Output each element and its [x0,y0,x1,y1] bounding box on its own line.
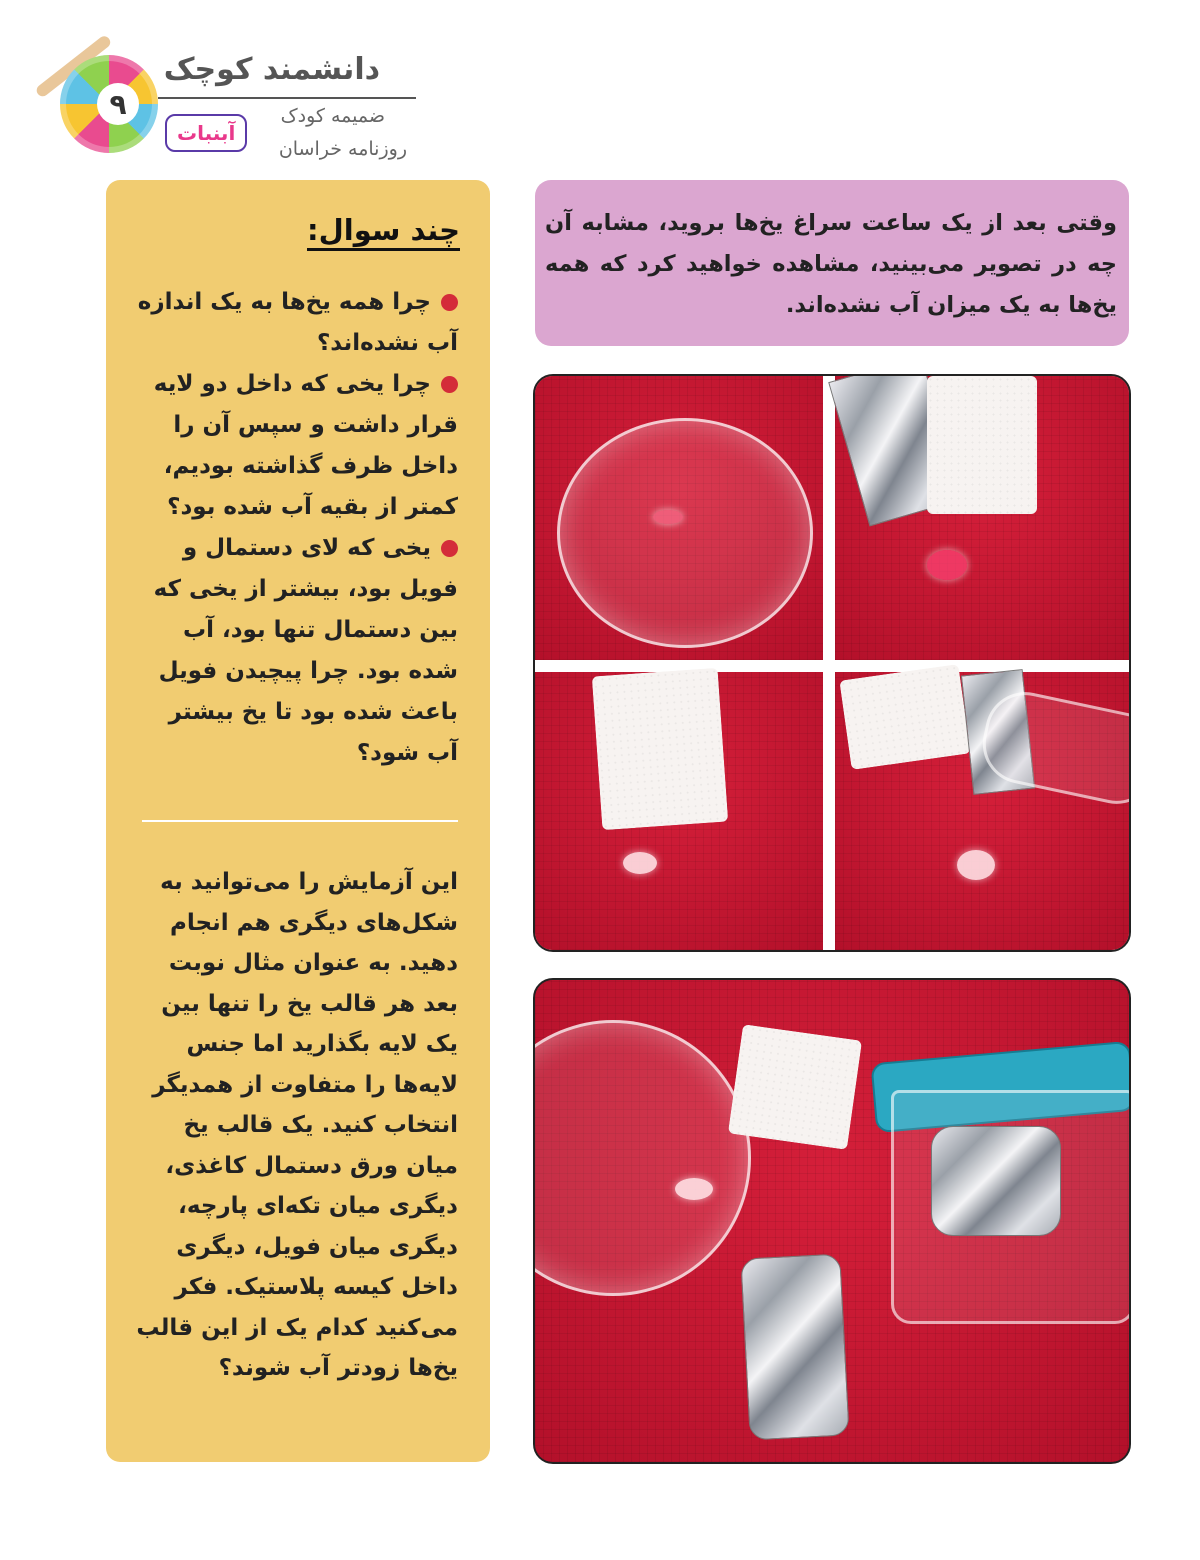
bullet-icon [441,294,458,311]
panel-divider [142,820,458,822]
ice-cube-image [623,852,657,874]
tissue-image [728,1024,862,1150]
section-title: دانشمند کوچک [163,52,380,87]
photo-grid [533,374,1131,952]
photo-tissue [535,672,823,950]
questions-title: چند سوال: [307,212,460,251]
bullet-icon [441,540,458,557]
ice-cube-image [957,850,995,880]
foil-ball-image [740,1254,849,1441]
photo-foil-tissue [835,376,1129,660]
photo-overview-image [535,980,1129,1462]
ice-cube-image [675,1178,713,1200]
water-puddle-image [653,510,683,524]
bullet-icon [441,376,458,393]
glass-bowl-image [533,1020,751,1296]
questions-list [130,282,458,774]
photo-glass-bowl [535,376,823,660]
activity-paragraph: این آزمایش را می‌توانید به شکل‌های دیگری هم انجام دهید. به عنوان مثال نوبت بعد هر قالب یخ را تنها بین یک لایه بگذارید اما جنس لایه‌ها را متفاوت از همدیگر انتخاب کنید. یک قالب یخ میان ورق دستمال کاغذی، دیگری میان تکه‌ای پارچه، دیگری میان فویل، دیگری داخل کیسه پلاستیک. فکر می‌کنید کدام یک از این قالب یخ‌ها زودتر آب شوند؟ [136,869,458,1381]
question-item: چرا همه یخ‌ها به یک اندازه آب نشده‌اند؟ [137,289,458,356]
water-puddle-image [927,550,967,580]
supplement-label: ضمیمه کودک [280,105,385,127]
page-number: ۹ [97,83,139,125]
tissue-image [839,664,970,770]
photo-overview [533,978,1131,1464]
photo-tissue-foil-glass [835,672,1129,950]
glass-bowl-image [557,418,813,648]
foil-ball-image [931,1126,1061,1236]
question-item: یخی که لای دستمال و فویل بود، بیشتر از یخی که بین دستمال تنها بود، آب شده بود. چرا پیچیدن فویل باعث شده بود تا یخ بیشتر آب شود؟ [153,535,458,766]
glass-jar-image [975,685,1131,812]
newspaper-label: روزنامه خراسان [278,138,407,160]
intro-text: وقتی بعد از یک ساعت سراغ یخ‌ها بروید، مشابه آن چه در تصویر می‌بینید، مشاهده خواهید کرد که همه یخ‌ها به یک میزان آب نشده‌اند. [545,210,1117,318]
tissue-image [927,376,1037,514]
tissue-image [592,668,728,830]
brand-logo: آبنبات [165,114,247,152]
question-item: چرا یخی که داخل دو لایه قرار داشت و سپس آن را داخل ظرف گذاشته بودیم، کمتر از بقیه آب شده بود؟ [153,371,458,520]
header-divider [158,97,416,99]
